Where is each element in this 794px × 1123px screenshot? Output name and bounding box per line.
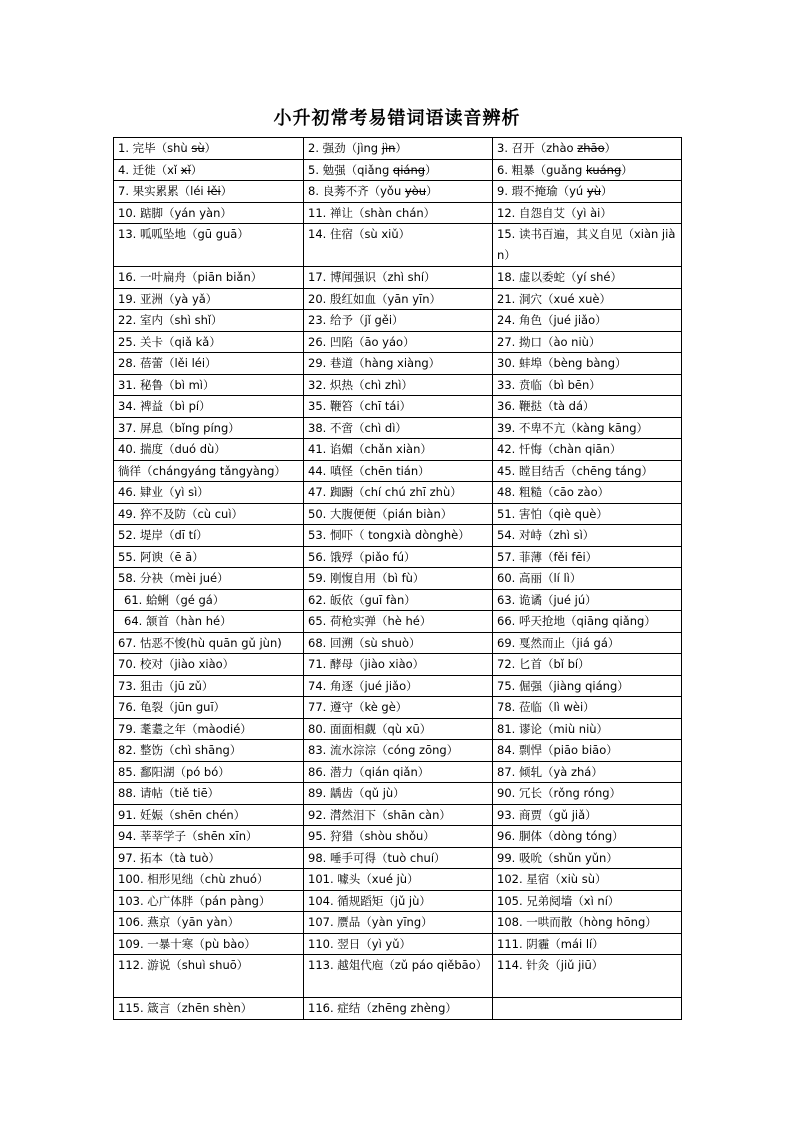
table-row	[114, 288, 682, 310]
word-cell	[304, 611, 493, 633]
word-cell	[114, 998, 304, 1020]
word-cell	[114, 267, 304, 289]
word-cell	[114, 675, 304, 697]
word-text: 3. 召开（zhào	[497, 141, 578, 155]
word-cell	[493, 224, 682, 267]
word-cell	[493, 460, 682, 482]
word-cell	[114, 589, 304, 611]
word-text: 37. 屏息（bǐng píng）	[118, 420, 240, 435]
word-cell	[114, 718, 304, 740]
word-cell	[304, 417, 493, 439]
word-cell	[304, 396, 493, 418]
word-cell	[304, 783, 493, 805]
word-cell	[114, 331, 304, 353]
word-cell	[493, 804, 682, 826]
word-cell	[114, 417, 304, 439]
word-cell	[114, 460, 304, 482]
struck-reading: qiáng	[392, 162, 426, 177]
table-row	[114, 847, 682, 869]
table-row	[114, 224, 682, 267]
word-text: 59. 刚愎自用（bì fù）	[308, 571, 425, 585]
word-text: 105. 兄弟阋墙（xì ní）	[497, 893, 620, 908]
word-cell	[493, 611, 682, 633]
word-text: 89. 龋齿（qǔ jù）	[308, 786, 405, 800]
table-row	[114, 331, 682, 353]
word-text: 2. 强劲（jìng	[308, 141, 382, 155]
word-cell	[304, 654, 493, 676]
word-text: 11. 禅让（shàn chán）	[308, 205, 436, 220]
table-row	[114, 740, 682, 762]
word-text: 31. 秘鲁（bì mì）	[118, 377, 215, 392]
word-cell	[304, 912, 493, 934]
word-text: 4. 迁徙（xǐ	[118, 162, 181, 177]
word-cell	[114, 310, 304, 332]
word-cell	[304, 740, 493, 762]
word-cell	[493, 138, 682, 160]
word-cell	[114, 697, 304, 719]
closing-bracket: ）	[395, 141, 407, 155]
word-cell	[493, 890, 682, 912]
word-cell	[304, 439, 493, 461]
word-cell	[304, 761, 493, 783]
word-cell	[304, 482, 493, 504]
table-row	[114, 138, 682, 160]
word-text: 81. 谬论（miù niù）	[497, 721, 609, 736]
table-row	[114, 675, 682, 697]
closing-bracket: ）	[601, 184, 613, 198]
word-cell	[493, 847, 682, 869]
word-text: 41. 谄媚（chǎn xiàn）	[308, 442, 432, 456]
closing-bracket: ）	[190, 162, 203, 177]
word-text: 99. 吸吮（shǔn yǔn）	[497, 850, 618, 865]
closing-bracket: ）	[621, 162, 633, 177]
word-text: 104. 循规蹈矩（jǔ jù）	[308, 893, 431, 908]
word-text: 101. 噱头（xué jù）	[308, 872, 419, 886]
table-row	[114, 933, 682, 955]
word-table-body	[114, 138, 682, 1020]
word-text: 12. 自怨自艾（yì ài）	[497, 205, 612, 220]
word-cell	[493, 955, 682, 998]
word-text: 44. 嗔怪（chēn tián）	[308, 463, 430, 478]
word-text: 10. 踮脚（yán yàn）	[118, 205, 232, 220]
word-text: 徜徉（chángyáng tǎngyàng）	[118, 463, 286, 478]
word-text: 1. 完毕（shù	[118, 141, 192, 155]
word-text: 90. 冗长（rǒng róng）	[497, 786, 622, 800]
word-cell	[493, 503, 682, 525]
word-cell	[304, 546, 493, 568]
struck-reading: yù	[586, 184, 601, 198]
word-text: 108. 一哄而散（hòng hōng）	[497, 915, 657, 929]
word-text: 69. 戛然而止（jiá gá）	[497, 635, 620, 650]
word-text: 46. 肄业（yì sì）	[118, 485, 209, 499]
table-row	[114, 503, 682, 525]
word-text: 7. 果实累累（léi	[118, 184, 208, 198]
word-cell	[493, 761, 682, 783]
word-text: 95. 狩猎（shòu shǒu）	[308, 829, 435, 843]
word-text: 91. 妊娠（shēn chén）	[118, 807, 246, 822]
word-cell	[304, 998, 493, 1020]
word-cell	[493, 288, 682, 310]
table-row	[114, 267, 682, 289]
table-row	[114, 912, 682, 934]
word-text: 71. 酵母（jiào xiào）	[308, 657, 425, 671]
word-cell	[114, 525, 304, 547]
word-text: 28. 蓓蕾（lěi léi）	[118, 356, 217, 370]
table-row	[114, 482, 682, 504]
word-cell	[114, 847, 304, 869]
word-text: 87. 倾轧（yà zhá）	[497, 764, 603, 779]
word-cell	[114, 933, 304, 955]
table-row	[114, 998, 682, 1020]
table-row	[114, 718, 682, 740]
word-text: 54. 对峙（zhì sì）	[497, 528, 595, 542]
word-text: 32. 炽热（chì zhì）	[308, 377, 413, 392]
word-cell	[114, 761, 304, 783]
word-text: 78. 莅临（lì wèi）	[497, 700, 595, 714]
word-cell	[493, 310, 682, 332]
table-row	[114, 202, 682, 224]
word-cell	[493, 632, 682, 654]
word-text: 82. 整饬（chì shāng）	[118, 743, 242, 757]
closing-bracket: ）	[604, 141, 617, 155]
table-row	[114, 761, 682, 783]
word-cell	[493, 202, 682, 224]
struck-reading: kuáng	[586, 162, 622, 177]
word-cell	[304, 310, 493, 332]
word-text: 109. 一暴十寒（pù bào）	[118, 936, 256, 951]
word-cell	[493, 353, 682, 375]
word-text: 80. 面面相觑（qù xū）	[308, 721, 432, 736]
table-row	[114, 417, 682, 439]
word-text: 6. 粗暴（guǎng	[497, 162, 587, 177]
word-text: 15. 读书百遍，其义自见（xiàn jiàn）	[497, 227, 676, 262]
word-text: 52. 堤岸（dī tí）	[118, 528, 208, 542]
word-text: 113. 越俎代庖（zǔ páo qiěbāo）	[308, 958, 488, 972]
word-text: 65. 荷枪实弹（hè hé）	[308, 614, 432, 628]
word-text: 33. 贲临（bì bēn）	[497, 377, 601, 392]
word-text: 86. 潜力（qián qiǎn）	[308, 764, 430, 779]
word-cell	[304, 202, 493, 224]
word-cell	[493, 675, 682, 697]
word-cell	[304, 804, 493, 826]
table-row	[114, 181, 682, 203]
table-row	[114, 589, 682, 611]
word-cell	[114, 783, 304, 805]
word-cell	[493, 374, 682, 396]
word-text: 66. 呼天抢地（qiāng qiǎng）	[497, 614, 656, 628]
word-text: 36. 鞭挞（tà dá）	[497, 399, 595, 413]
word-cell	[304, 353, 493, 375]
word-text: 56. 饿殍（piǎo fú）	[308, 549, 416, 564]
word-cell	[114, 288, 304, 310]
word-text: 19. 亚洲（yà yǎ）	[118, 291, 218, 306]
struck-reading: zhāo	[577, 141, 605, 155]
word-text: 84. 剽悍（piāo biāo）	[497, 743, 618, 757]
word-cell	[493, 783, 682, 805]
word-text: 18. 虚以委蛇（yí shé）	[497, 270, 622, 284]
word-text: 5. 勉强（qiǎng	[308, 162, 393, 177]
word-cell	[114, 546, 304, 568]
word-text: 64. 颔首（hàn hé）	[124, 614, 232, 628]
word-cell	[304, 374, 493, 396]
page-title: 小升初常考易错词语读音辨析	[273, 108, 521, 129]
word-cell	[304, 138, 493, 160]
word-cell	[114, 353, 304, 375]
word-text: 8. 良莠不齐（yǒu	[308, 184, 405, 198]
word-text: 53. 恫吓（ tongxià dònghè）	[308, 528, 470, 542]
word-cell	[114, 224, 304, 267]
word-cell	[493, 331, 682, 353]
word-text: 62. 皈依（guī fàn）	[308, 592, 416, 607]
word-cell	[114, 890, 304, 912]
word-cell	[114, 654, 304, 676]
word-cell	[114, 804, 304, 826]
word-text: 83. 流水淙淙（cóng zōng）	[308, 743, 459, 757]
word-cell	[114, 568, 304, 590]
word-cell	[114, 138, 304, 160]
word-text: 14. 住宿（sù xiǔ）	[308, 227, 411, 241]
word-text: 92. 潸然泪下（shān càn）	[308, 807, 451, 822]
table-row	[114, 654, 682, 676]
word-text: 23. 给予（jǐ gěi）	[308, 313, 404, 327]
word-cell	[114, 503, 304, 525]
word-cell	[493, 826, 682, 848]
word-cell	[114, 632, 304, 654]
word-text: 72. 匕首（bǐ bí）	[497, 657, 590, 671]
word-text: 13. 呱呱坠地（gū guā）	[118, 227, 249, 241]
word-text: 76. 龟裂（jūn guī）	[118, 700, 226, 714]
word-text: 60. 高丽（lí lì）	[497, 571, 582, 585]
closing-bracket: ）	[425, 162, 437, 177]
table-row	[114, 439, 682, 461]
word-cell	[493, 417, 682, 439]
word-text: 9. 瑕不掩瑜（yú	[497, 184, 587, 198]
word-text: 34. 裨益（bì pí）	[118, 399, 211, 413]
word-cell	[493, 740, 682, 762]
word-cell	[493, 267, 682, 289]
table-row	[114, 869, 682, 891]
word-cell	[304, 955, 493, 998]
struck-reading: sù	[191, 141, 205, 155]
word-text: 57. 菲薄（fěi fēi）	[497, 549, 598, 564]
table-row	[114, 546, 682, 568]
word-cell	[114, 159, 304, 181]
word-cell	[114, 374, 304, 396]
word-cell	[304, 181, 493, 203]
word-cell	[493, 525, 682, 547]
word-text: 21. 洞穴（xué xuè）	[497, 291, 611, 306]
word-text: 116. 症结（zhēng zhèng）	[308, 1001, 457, 1015]
struck-reading: xǐ	[180, 162, 191, 177]
closing-bracket: ）	[220, 184, 233, 198]
word-text: 29. 巷道（hàng xiàng）	[308, 356, 441, 370]
word-cell	[114, 482, 304, 504]
word-text: 45. 瞠目结舌（chēng táng）	[497, 463, 654, 478]
struck-reading: jìn	[381, 141, 396, 155]
word-cell	[304, 697, 493, 719]
table-row	[114, 568, 682, 590]
word-cell	[493, 159, 682, 181]
word-text: 48. 粗糙（cāo zào）	[497, 485, 610, 499]
table-row	[114, 525, 682, 547]
closing-bracket: ）	[426, 184, 438, 198]
word-text: 17. 博闻强识（zhì shí）	[308, 270, 436, 284]
word-text: 39. 不卑不亢（kàng kāng）	[497, 420, 648, 435]
word-cell	[114, 202, 304, 224]
word-text: 40. 揣度（duó dù）	[118, 442, 226, 456]
word-text: 75. 倔强（jiàng qiáng）	[497, 678, 629, 693]
word-text: 97. 拓本（tà tuò）	[118, 850, 220, 865]
word-text: 42. 忏悔（chàn qiān）	[497, 442, 622, 456]
word-text: 63. 诡谲（jué jú）	[497, 592, 597, 607]
table-row	[114, 955, 682, 998]
word-text: 26. 凹陷（āo yáo）	[308, 334, 415, 349]
word-text: 51. 害怕（qiè què）	[497, 506, 608, 521]
word-cell	[493, 998, 682, 1020]
word-cell	[114, 439, 304, 461]
table-row	[114, 611, 682, 633]
word-text: 67. 怙恶不悛(hù quān gǔ jùn)	[118, 635, 282, 650]
word-text: 115. 箴言（zhēn shèn）	[118, 1001, 253, 1015]
word-text: 106. 燕京（yān yàn）	[118, 915, 240, 929]
word-cell	[114, 396, 304, 418]
word-text: 79. 耄耋之年（màodié）	[118, 721, 252, 736]
word-cell	[304, 589, 493, 611]
word-cell	[493, 718, 682, 740]
word-cell	[304, 632, 493, 654]
word-cell	[114, 869, 304, 891]
closing-bracket: ）	[204, 141, 217, 155]
word-cell	[304, 331, 493, 353]
word-text: 20. 殷红如血（yān yīn）	[308, 291, 442, 306]
word-cell	[304, 869, 493, 891]
word-text: 27. 拗口（ào niù）	[497, 334, 601, 349]
word-text: 110. 翌日（yì yǔ）	[308, 936, 412, 951]
word-cell	[304, 525, 493, 547]
word-text: 85. 鄱阳湖（pó bó）	[118, 764, 230, 779]
word-cell	[304, 675, 493, 697]
struck-reading: yòu	[404, 184, 427, 198]
word-text: 68. 回溯（sù shuò）	[308, 635, 421, 650]
word-text: 61. 蛤蜊（gé gá）	[124, 592, 225, 607]
word-cell	[304, 568, 493, 590]
word-cell	[304, 847, 493, 869]
table-row	[114, 890, 682, 912]
word-text: 112. 游说（shuì shuō）	[118, 958, 249, 972]
word-text: 111. 阴霾（mái lí）	[497, 936, 604, 951]
word-cell	[304, 159, 493, 181]
table-row	[114, 632, 682, 654]
word-cell	[493, 482, 682, 504]
table-row	[114, 804, 682, 826]
table-row	[114, 697, 682, 719]
struck-reading: lěi	[207, 184, 221, 198]
table-row	[114, 396, 682, 418]
table-row	[114, 159, 682, 181]
word-text: 55. 阿谀（ē ā）	[118, 549, 204, 564]
word-cell	[114, 181, 304, 203]
word-text: 30. 蚌埠（bèng bàng）	[497, 356, 627, 370]
word-cell	[114, 740, 304, 762]
word-text: 25. 关卡（qiǎ kǎ）	[118, 334, 221, 349]
word-text: 47. 踟蹰（chí chú zhī zhù）	[308, 485, 462, 499]
word-text: 100. 相形见绌（chù zhuó）	[118, 872, 269, 886]
word-text: 38. 不啻（chì dì）	[308, 420, 407, 435]
word-text: 107. 赝品（yàn yīng）	[308, 915, 433, 929]
table-row	[114, 310, 682, 332]
word-text: 16. 一叶扁舟（piān biǎn）	[118, 270, 263, 284]
word-cell	[114, 912, 304, 934]
table-row	[114, 783, 682, 805]
word-text: 94. 莘莘学子（shēn xīn）	[118, 829, 258, 843]
word-text: 49. 猝不及防（cù cuì）	[118, 506, 244, 521]
word-text: 114. 针灸（jiǔ jiū）	[497, 958, 604, 972]
word-text: 88. 请帖（tiě tiē）	[118, 786, 220, 800]
word-text: 77. 遵守（kè gè）	[308, 700, 408, 714]
word-text: 22. 室内（shì shǐ）	[118, 313, 223, 327]
table-row	[114, 460, 682, 482]
word-text: 35. 鞭笞（chī tái）	[308, 399, 412, 413]
word-cell	[493, 181, 682, 203]
word-cell	[493, 654, 682, 676]
word-text: 98. 唾手可得（tuò chuí）	[308, 850, 446, 865]
word-cell	[493, 439, 682, 461]
word-text: 70. 校对（jiào xiào）	[118, 657, 235, 671]
word-text: 73. 狙击（jū zǔ）	[118, 678, 214, 693]
word-cell	[493, 396, 682, 418]
word-cell	[304, 890, 493, 912]
word-text: 24. 角色（jué jiǎo）	[497, 313, 607, 327]
word-text: 102. 星宿（xiù sù）	[497, 872, 607, 886]
word-cell	[114, 826, 304, 848]
word-text: 96. 胴体（dòng tóng）	[497, 829, 624, 843]
word-cell	[493, 912, 682, 934]
word-text: 58. 分袂（mèi jué）	[118, 571, 229, 585]
word-table	[113, 137, 682, 1020]
table-row	[114, 826, 682, 848]
word-cell	[114, 955, 304, 998]
word-cell	[493, 589, 682, 611]
word-text: 74. 角逐（jué jiǎo）	[308, 678, 418, 693]
word-cell	[493, 568, 682, 590]
word-cell	[304, 933, 493, 955]
word-cell	[304, 718, 493, 740]
table-row	[114, 353, 682, 375]
word-cell	[304, 503, 493, 525]
word-cell	[304, 224, 493, 267]
word-text: 50. 大腹便便（pián biàn）	[308, 506, 453, 521]
word-cell	[304, 288, 493, 310]
word-text: 93. 商贾（gǔ jiǎ）	[497, 807, 597, 822]
word-cell	[493, 546, 682, 568]
table-row	[114, 374, 682, 396]
word-cell	[493, 697, 682, 719]
word-text: 103. 心广体胖（pán pàng）	[118, 893, 271, 908]
word-cell	[304, 826, 493, 848]
word-cell	[493, 869, 682, 891]
word-cell	[304, 267, 493, 289]
word-cell	[304, 460, 493, 482]
word-cell	[493, 933, 682, 955]
word-cell	[114, 611, 304, 633]
